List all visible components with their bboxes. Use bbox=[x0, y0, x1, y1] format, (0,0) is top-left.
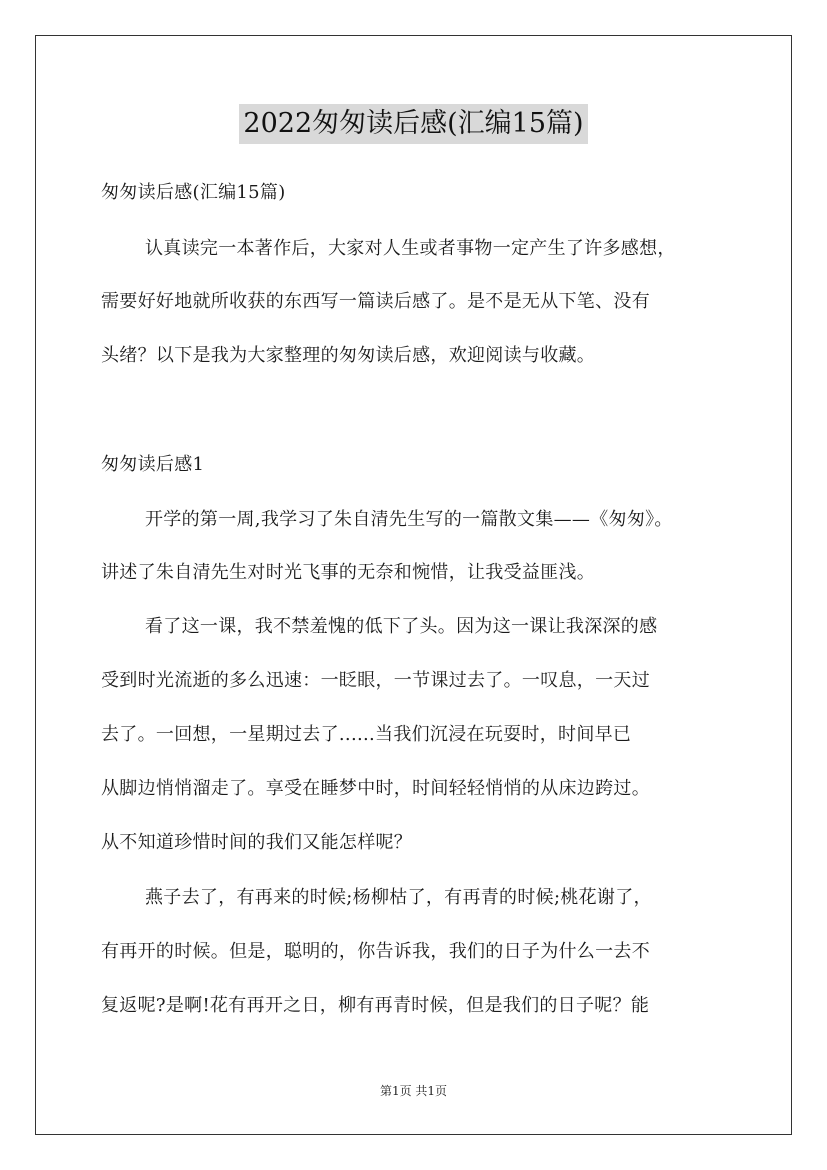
subtitle-line: 匆匆读后感(汇编15篇) bbox=[101, 182, 286, 203]
paragraph-line: 复返呢?是啊!花有再开之日，柳有再青时候，但是我们的日子呢？能 bbox=[101, 995, 650, 1016]
paragraph-line: 从不知道珍惜时间的我们又能怎样呢？ bbox=[101, 832, 413, 853]
document-title: 2022匆匆读后感(汇编15篇) bbox=[239, 104, 587, 144]
paragraph-line: 看了这一课，我不禁羞愧的低下了头。因为这一课让我深深的感 bbox=[145, 616, 658, 637]
paragraph-line: 认真读完一本著作后，大家对人生或者事物一定产生了许多感想， bbox=[145, 238, 676, 259]
paragraph-line: 燕子去了，有再来的时候;杨柳枯了，有再青的时候;桃花谢了， bbox=[145, 887, 652, 908]
paragraph-line: 去了。一回想，一星期过去了......当我们沉浸在玩耍时，时间早已 bbox=[101, 724, 632, 745]
paragraph-line: 需要好好地就所收获的东西写一篇读后感了。是不是无从下笔、没有 bbox=[101, 291, 650, 312]
paragraph-line: 开学的第一周,我学习了朱自清先生写的一篇散文集——《匆匆》。 bbox=[145, 509, 673, 530]
paragraph-line: 受到时光流逝的多么迅速：一眨眼，一节课过去了。一叹息，一天过 bbox=[101, 670, 650, 691]
paragraph-line: 从脚边悄悄溜走了。享受在睡梦中时，时间轻轻悄悄的从床边跨过。 bbox=[101, 778, 650, 799]
paragraph-line: 有再开的时候。但是，聪明的，你告诉我，我们的日子为什么一去不 bbox=[101, 941, 650, 962]
page-footer: 第1页 共1页 bbox=[379, 1084, 448, 1098]
title-container bbox=[0, 104, 827, 144]
paragraph-line: 讲述了朱自清先生对时光飞事的无奈和惋惜，让我受益匪浅。 bbox=[101, 562, 596, 583]
paragraph-line: 头绪？以下是我为大家整理的匆匆读后感，欢迎阅读与收藏。 bbox=[101, 345, 596, 366]
section-heading: 匆匆读后感1 bbox=[101, 454, 205, 475]
